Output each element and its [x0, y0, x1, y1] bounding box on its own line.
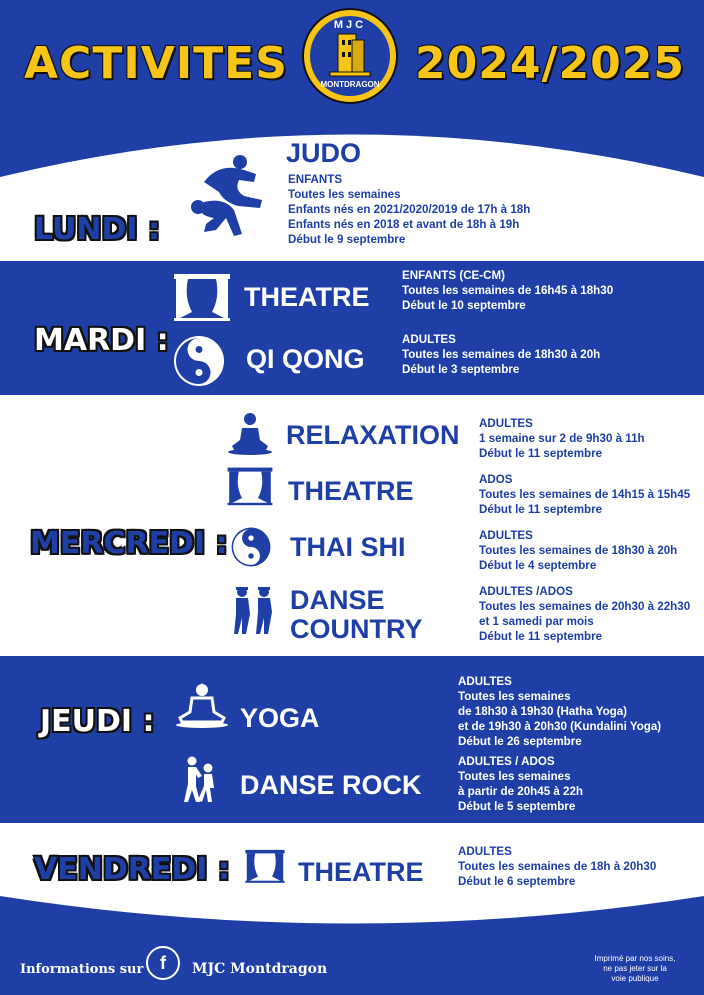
yoga-icon: [174, 682, 230, 735]
footer-page-name[interactable]: MJC Montdragon: [192, 961, 328, 977]
activity-name-thai-shi: THAI SHI: [290, 532, 406, 562]
country-dancers-icon: [230, 586, 276, 643]
facebook-letter: f: [160, 953, 166, 973]
logo-top-text: MJC: [333, 19, 367, 31]
theatre-curtain-icon: [226, 466, 274, 511]
day-jeudi: JEUDI :: [40, 704, 155, 739]
activity-name-theatre: THEATRE: [244, 282, 370, 312]
activity-name-theatre: THEATRE: [288, 476, 414, 506]
activity-info-theatre: ENFANTS (CE-CM) Toutes les semaines de 16h45 à 18h30 Début le 10 septembre: [402, 269, 614, 312]
activity-info-theatre: ADOS Toutes les semaines de 14h15 à 15h45 Début le 11 septembre: [479, 473, 691, 516]
title-activites: ACTIVITES: [24, 38, 288, 89]
day-mercredi: MERCREDI :: [30, 526, 228, 561]
activity-name-danse-country: [290, 586, 423, 644]
activity-name-relaxation: RELAXATION: [286, 420, 460, 450]
judo-icon: [184, 152, 274, 247]
day-mardi: MARDI :: [34, 323, 169, 358]
yin-yang-icon: [230, 526, 272, 573]
print-note: Imprimé par nos soins, ne pas jeter sur la voie publique: [594, 954, 676, 983]
day-lundi: LUNDI :: [34, 212, 161, 247]
activity-name-qi-qong: QI QONG: [246, 344, 365, 374]
footer-info-label: Informations sur: [20, 962, 144, 977]
activity-name-line: COUNTRY: [290, 614, 423, 644]
day-vendredi: VENDREDI :: [34, 852, 230, 887]
activity-name-danse-rock: DANSE ROCK: [240, 770, 422, 800]
yin-yang-icon: [172, 334, 226, 393]
activity-name-judo: JUDO: [286, 138, 362, 168]
activity-info-judo: ENFANTS Toutes les semaines Enfants nés en 2021/2020/2019 de 17h à 18h Enfants nés en 2018 et avant de 18h à 19h Début le 9 septembre: [288, 173, 531, 246]
activity-info-theatre: ADULTES Toutes les semaines de 18h à 20h30 Début le 6 septembre: [458, 845, 657, 888]
title-year: 2024/2025: [415, 38, 685, 89]
logo-bottom-text: MONTDRAGON: [320, 80, 380, 89]
meditation-icon: [226, 412, 274, 461]
activity-info-danse-country: ADULTES /ADOS Toutes les semaines de 20h30 à 22h30 et 1 samedi par mois Début le 11 septembre: [479, 585, 691, 643]
activity-info-danse-rock: ADULTES / ADOS Toutes les semaines à partir de 20h45 à 22h Début le 5 septembre: [458, 755, 584, 813]
activity-name-line: DANSE: [290, 585, 385, 615]
facebook-icon[interactable]: [146, 946, 180, 980]
activity-info-yoga: ADULTES Toutes les semaines de 18h30 à 19h30 (Hatha Yoga) et de 19h30 à 20h30 (Kundalini Yoga) Début le 26 septembre: [458, 675, 662, 748]
mjc-logo: [300, 6, 400, 106]
activity-name-theatre: THEATRE: [298, 857, 424, 887]
rock-dancers-icon: [180, 756, 220, 811]
activity-name-yoga: YOGA: [240, 703, 320, 733]
activity-info-qi-qong: ADULTES Toutes les semaines de 18h30 à 20h Début le 3 septembre: [402, 333, 601, 376]
theatre-curtain-icon: [244, 848, 286, 889]
activity-info-thai-shi: ADULTES Toutes les semaines de 18h30 à 20h Début le 4 septembre: [479, 529, 678, 572]
theatre-curtain-icon: [172, 272, 232, 327]
activity-info-relaxation: ADULTES 1 semaine sur 2 de 9h30 à 11h Début le 11 septembre: [479, 417, 645, 460]
